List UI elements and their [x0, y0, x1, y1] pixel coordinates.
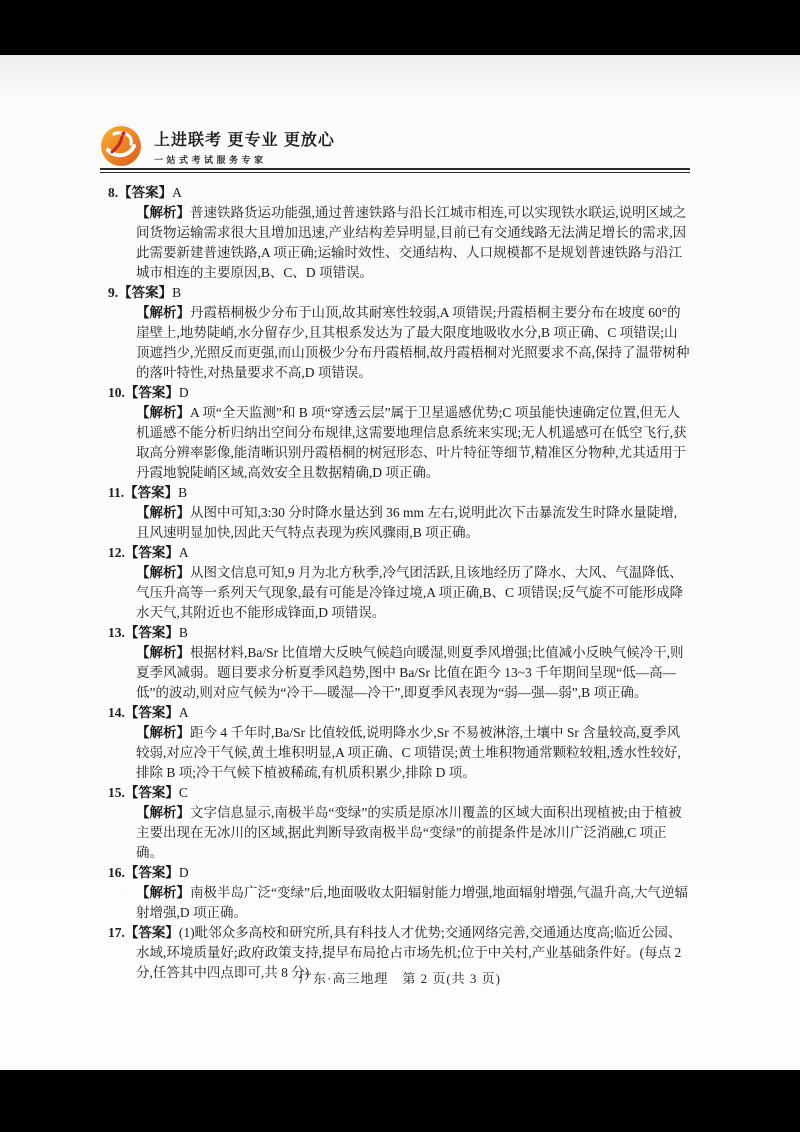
analysis-paragraph: [136, 203, 690, 283]
analysis-paragraph: [136, 723, 690, 783]
answer-label: 【答案】: [124, 865, 179, 880]
analysis-label: 【解析】: [136, 805, 190, 820]
answer-label: 【答案】: [124, 545, 179, 560]
analysis-paragraph: [136, 503, 690, 543]
item-number: 11.: [108, 485, 125, 500]
answer-label: 【答案】: [124, 785, 179, 800]
answer-line: [108, 543, 690, 563]
analysis-paragraph: [136, 403, 690, 483]
analysis-paragraph: [136, 563, 690, 623]
item-number: 9.: [108, 285, 119, 300]
answer-value: B: [178, 485, 188, 500]
answer-item: [108, 783, 690, 863]
answer-line: [108, 483, 690, 503]
analysis-paragraph: [136, 803, 690, 863]
answer-item: [108, 863, 690, 923]
item-number: 8.: [108, 185, 119, 200]
item-number: 16.: [108, 865, 125, 880]
analysis-label: 【解析】: [136, 565, 190, 580]
answer-label: 【答案】: [124, 485, 179, 500]
answer-label: 【答案】: [124, 925, 179, 940]
analysis-label: 【解析】: [136, 505, 190, 520]
analysis-text: 文字信息显示,南极半岛“变绿”的实质是原冰川覆盖的区域大面积出现植被;由于植被主要出现在无冰川的区域,据此判断导致南极半岛“变绿”的前提条件是冰川广泛消融,C 项正确。: [136, 805, 682, 860]
page-footer: 广东·高三地理 第 2 页(共 3 页): [299, 971, 501, 986]
brand-logo-icon: [100, 125, 142, 167]
item-number: 15.: [108, 785, 125, 800]
analysis-text: 普速铁路货运功能强,通过普速铁路与沿长江城市相连,可以实现铁水联运,说明区域之间货物运输需求很大且增加迅速,产业结构差异明显,目前已有交通线路无法满足增长的需求,因此需要新建普速铁路,A 项正确;运输时效性、交通结构、人口规模都不是规划普速铁路与沿江城市相连的主要原因,B、C、D 项错误。: [136, 205, 687, 280]
document-page: [0, 55, 800, 1070]
answer-item: [108, 183, 690, 283]
analysis-label: 【解析】: [136, 885, 190, 900]
analysis-text: 从图中可知,3:30 分时降水量达到 36 mm 左右,说明此次下击暴流发生时降水量陡增,且风速明显加快,因此天气特点表现为疾风骤雨,B 项正确。: [136, 505, 678, 540]
answer-item: [108, 483, 690, 543]
analysis-text: A 项“全天监测”和 B 项“穿透云层”属于卫星遥感优势;C 项虽能快速确定位置,但无人机遥感不能分析归纳出空间分布规律,这需要地理信息系统来实现;无人机遥感可在低空飞行,获取高分辨率影像,能清晰识别丹霞梧桐的树冠形态、叶片特征等细节,精准区分物种,尤其适用于丹霞地貌陡峭区域,高效安全且数据精确,D 项正确。: [136, 405, 687, 480]
answer-value: (1)毗邻众多高校和研究所,具有科技人才优势;交通网络完善,交通通达度高;临近公园、水域,环境质量好;政府政策支持,提早布局抢占市场先机;位于中关村,产业基础条件好。(每点 2 分,任答其中四点即可,共 8 分): [136, 925, 682, 980]
answer-item: [108, 543, 690, 623]
brand-text-block: [154, 127, 335, 166]
answer-line: [108, 383, 690, 403]
answer-label: 【答案】: [124, 705, 179, 720]
analysis-text: 从图文信息可知,9 月为北方秋季,冷气团活跃,且该地经历了降水、大风、气温降低、气压升高等一系列天气现象,最有可能是冷锋过境,A 项正确,B、C 项错误;反气旋不可能形成降水天气,其附近也不能形成锋面,D 项错误。: [136, 565, 684, 620]
brand-title: 上进联考 更专业 更放心: [154, 131, 335, 149]
brand-subtitle: 一站式考试服务专家: [154, 154, 267, 165]
answer-value: B: [178, 625, 188, 640]
analysis-text: 距今 4 千年时,Ba/Sr 比值较低,说明降水少,Sr 不易被淋溶,土壤中 Sr 含量较高,夏季风较弱,对应冷干气候,黄土堆积明显,A 项正确、C 项错误;黄土堆积物通常颗粒较粗,透水性较好,排除 B 项;冷干气候下植被稀疏,有机质积累少,排除 D 项。: [136, 725, 681, 780]
analysis-label: 【解析】: [136, 305, 190, 320]
analysis-text: 南极半岛广泛“变绿”后,地面吸收太阳辐射能力增强,地面辐射增强,气温升高,大气逆辐射增强,D 项正确。: [136, 885, 688, 920]
answer-value: A: [178, 705, 189, 720]
answer-value: A: [178, 545, 189, 560]
item-number: 14.: [108, 705, 125, 720]
answer-line: [108, 783, 690, 803]
brand-header: [100, 125, 335, 167]
answer-line: [108, 183, 690, 203]
answer-item: [108, 283, 690, 383]
answer-line: [108, 863, 690, 883]
answer-value: B: [172, 285, 182, 300]
analysis-label: 【解析】: [136, 405, 190, 420]
answer-label: 【答案】: [124, 385, 179, 400]
answer-value: C: [178, 785, 188, 800]
analysis-label: 【解析】: [136, 205, 190, 220]
answer-label: 【答案】: [118, 285, 173, 300]
answer-value: A: [172, 185, 182, 200]
answer-item: [108, 383, 690, 483]
header-divider: [100, 168, 690, 173]
answer-items: [108, 183, 690, 983]
answer-value: D: [178, 385, 189, 400]
item-number: 12.: [108, 545, 125, 560]
analysis-label: 【解析】: [136, 725, 190, 740]
answer-item: [108, 623, 690, 703]
answer-label: 【答案】: [118, 185, 173, 200]
answer-item: [108, 703, 690, 783]
analysis-paragraph: [136, 883, 690, 923]
answer-value: D: [178, 865, 189, 880]
analysis-paragraph: [136, 303, 690, 383]
answer-line: [108, 283, 690, 303]
analysis-text: 根据材料,Ba/Sr 比值增大反映气候趋向暖湿,则夏季风增强;比值减小反映气候冷干,则夏季风减弱。题目要求分析夏季风趋势,图中 Ba/Sr 比值在距今 13~3 千年期间呈现“低—高—低”的波动,则对应气候为“冷干—暖湿—冷干”,即夏季风表现为“弱—强—弱”,B 项正确。: [136, 645, 684, 700]
item-number: 10.: [108, 385, 125, 400]
analysis-paragraph: [136, 643, 690, 703]
answer-line: [108, 703, 690, 723]
analysis-text: 丹霞梧桐极少分布于山顶,故其耐寒性较弱,A 项错误;丹霞梧桐主要分布在坡度 60°的崖壁上,地势陡峭,水分留存少,且其根系发达为了最大限度地吸收水分,B 项正确、C 项错误;山顶遮挡少,光照反而更强,而山顶极少分布丹霞梧桐,故丹霞梧桐对光照要求不高,保持了温带树种的落叶特性,对热量要求不高,D 项错误。: [136, 305, 690, 380]
answer-label: 【答案】: [124, 625, 179, 640]
analysis-label: 【解析】: [136, 645, 190, 660]
item-number: 13.: [108, 625, 125, 640]
answer-line: [108, 623, 690, 643]
item-number: 17.: [108, 925, 125, 940]
